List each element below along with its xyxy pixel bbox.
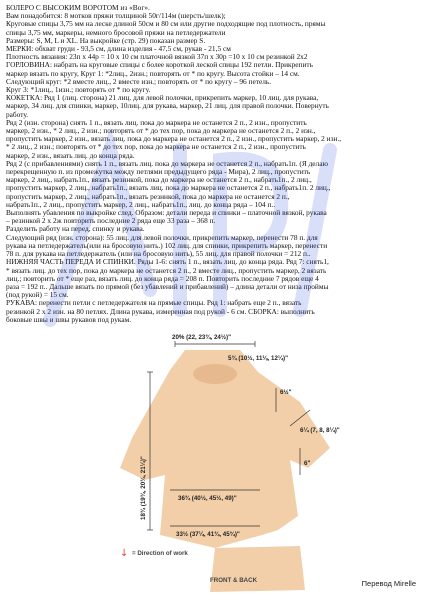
direction-arrow-icon: ↓: [120, 548, 129, 559]
front-back-label: FRONT & BACK: [210, 577, 258, 584]
text-line: – резинкой 2 х 2ж повторить последние 2 ряда еще 33 раза – 368 п.: [6, 216, 216, 226]
text-line: Разделить работу на перед, спинку и рукава.: [6, 224, 145, 234]
text-line: боковые швы и швы рукавов под рукам.: [6, 314, 132, 324]
text-line: резинкой 2 х 2 изн. на 80 петлях. Длина рукава, измеренная под рукой - 6 см. СБОРКА: выполнить: [6, 306, 315, 316]
text-line: МЕРКИ: обхват груди - 93,5 см, длина изделия - 47,5 см, рукав - 21,5 см: [6, 44, 231, 54]
text-line: Следующий ряд (изн. сторона): 55 лиц. для левой полочки, прикрепить маркер, перенести 78 п. для: [6, 232, 318, 242]
text-line: Круговые спицы 3,75 мм на леске длиной 50см и 80 см или другие подходящие под плотность, прямы: [6, 19, 326, 29]
text-line: маркер вязать по кругу, Круг 1: *2лиц., 2изн.; повторять от * по кругу. Высота стойки – 14 см.: [6, 68, 300, 78]
text-line: маркер, 34 лиц. для спинки, маркер, 10лиц. для рукава, маркер, 21 лиц. для правой полочки. Повернуть: [6, 101, 329, 111]
text-line: РУКАВА: перенести петли с петледержателя на прямые спицы. Ряд 1: набрать еще 2 п., вязать: [6, 298, 302, 308]
text-line: Ряд 2 (с прибавлениями) снять 1 п., вязать лиц. пока до маркера не останется 2 п., набрать1п. (Я делаю: [6, 158, 328, 168]
pattern-text: [6, 4, 418, 324]
text-line: КОКЕТКА: Ряд 1 (лиц. сторона) 21 лиц. для левой полочки, прикрепить маркер, 10 лиц. для рукава,: [6, 93, 319, 103]
text-line: Ряд 2 (изн. сторона) снять 1 п., вязать лиц. пока до маркера не останется 2 п., 2 изн., пропустить: [6, 117, 307, 127]
dim-top-width: 20% (22, 23¾, 24½)": [172, 334, 232, 341]
text-line: Круг 3: *1лиц., 1изн.; повторять от * по кругу.: [6, 85, 151, 95]
dim-chest: 36¾ (40½, 45½, 49)": [178, 495, 237, 502]
dim-body-length: 18¾ (19¾, 20¾, 21¼)": [140, 456, 147, 520]
text-line: Плотность вязания: 23п х 44р = 10 х 10 см платочной вязкой 37п х 30р =10 х 10 см резинкой 2х2: [6, 52, 308, 62]
text-line: перекрещенную п. из промежутка между петлями предыдущего ряда - Мира), 2 лиц., пропустить: [6, 167, 311, 177]
text-line: ГОРЛОВИНА: набрать на круговые спицы с более короткой леской спицы 192 петли. Прикрепить: [6, 60, 313, 70]
text-line: Выполнять убавления по выкройке след. Образом: детали переда и спинки – платочной вязкой, рукава: [6, 208, 327, 218]
text-line: маркер, 2 изн., вязать лиц. до конца ряда.: [6, 150, 135, 160]
text-line: пропустить маркер, 2 лиц., набрать1п., вязать резинкой, пока до маркера не останется 2 п.,: [6, 191, 290, 201]
text-line: работу.: [6, 109, 29, 119]
text-line: Размеры: S, M, L и XL. На выкройке (стр. 29) показан размер S.: [6, 35, 206, 45]
dim-sleeve-length: 6": [304, 460, 311, 467]
dim-hem: 33½ (37¼, 41¾, 45¾)": [176, 531, 240, 538]
dim-shoulder-1: 6½": [280, 389, 292, 396]
lower-panel: [210, 546, 305, 592]
text-line: * вязать лиц. до тех пор, пока до маркера не останется 2 п., 2 вместе лиц., пропустить маркер, 2 вязать: [6, 265, 327, 275]
translation-credit: Перевод Mirelle: [361, 579, 416, 588]
pattern-title: БОЛЕРО С ВЫСОКИМ ВОРОТОМ из «Вог».: [6, 3, 150, 12]
text-line: набрать1п., 2 лиц., пропустить маркер, 2 лиц., набрать1п., лиц. до конца ряда – 104 п..: [6, 199, 276, 209]
direction-legend: = Direction of work: [132, 550, 188, 557]
text-line: рукава на петледержатель(или на бросовую нить.) 102 лиц. для спинки, прикрепить маркер, перенести: [6, 240, 328, 250]
text-line: спицы 3,75 мм, маркеры, немного бросовой пряжи на петледержатели: [6, 27, 226, 37]
collar-opening: [193, 364, 237, 384]
text-line: Вам понадобится: 8 мотков пряжи толщиной 50г/114м (шерсть/шелк);: [6, 11, 226, 21]
dim-shoulder-2: 6¼ (7, 8, 8¼)": [300, 427, 340, 434]
text-line: * 2 лиц., 2 изн.; повторять от * до тех пор, пока до маркера не останется 2 п., 2 изн., пропустить: [6, 142, 306, 152]
text-line: Следующий круг: *2 вместе лиц., 2 вместе изн.; повторять от * по кругу – 96 петель.: [6, 76, 272, 86]
schematic-diagram: [0, 330, 424, 600]
text-line: маркер, 2 изн., * 2 лиц., 2 изн.; повторять от * до тех пор, пока до маркера не останется 2 п., 2 изн.,: [6, 126, 316, 136]
text-line: 78 п. для рукава на петледержатель (или на бросовую нить), 55 лиц. для правой полочки = 212 п..: [6, 249, 311, 259]
text-line: раза = 192 п.. Дальше вязать по прямой (без убавлений и прибавлений) – длина детали от низа проймы: [6, 281, 329, 291]
dim-collar-depth: 5¾ (10½, 11⅛, 12¼)": [228, 355, 289, 362]
text-line: лиц.; повторить от * еще раз, вязать лиц. до конца ряда = 208 п. Повторить последние 7 рядов еще 4: [6, 273, 319, 283]
text-line: пропустить маркер, 2 лиц., набрать1п., вязать лиц. пока до маркера не останется 2 п., набрать1п. 2 лиц.,: [6, 183, 331, 193]
text-line: пропустить маркер, 2 изн., вязать лиц. пока до маркера не останется 2 п., 2 изн., пропустить маркер, 2 изн.,: [6, 134, 342, 144]
text-line: (под рукой) = 15 см.: [6, 290, 69, 300]
text-line: НИЖНЯЯ ЧАСТЬ ПЕРЕДА И СПИНКИ. Ряды 1-6: снять 1 п., вязать лиц. до конца ряда. Ряд 7: снять1,: [6, 257, 329, 267]
text-line: маркер, 2 лиц., набрать1п., вязать резинкой, пока до маркера не останется 2 п., набрать1п., 2 лиц.,: [6, 175, 312, 185]
